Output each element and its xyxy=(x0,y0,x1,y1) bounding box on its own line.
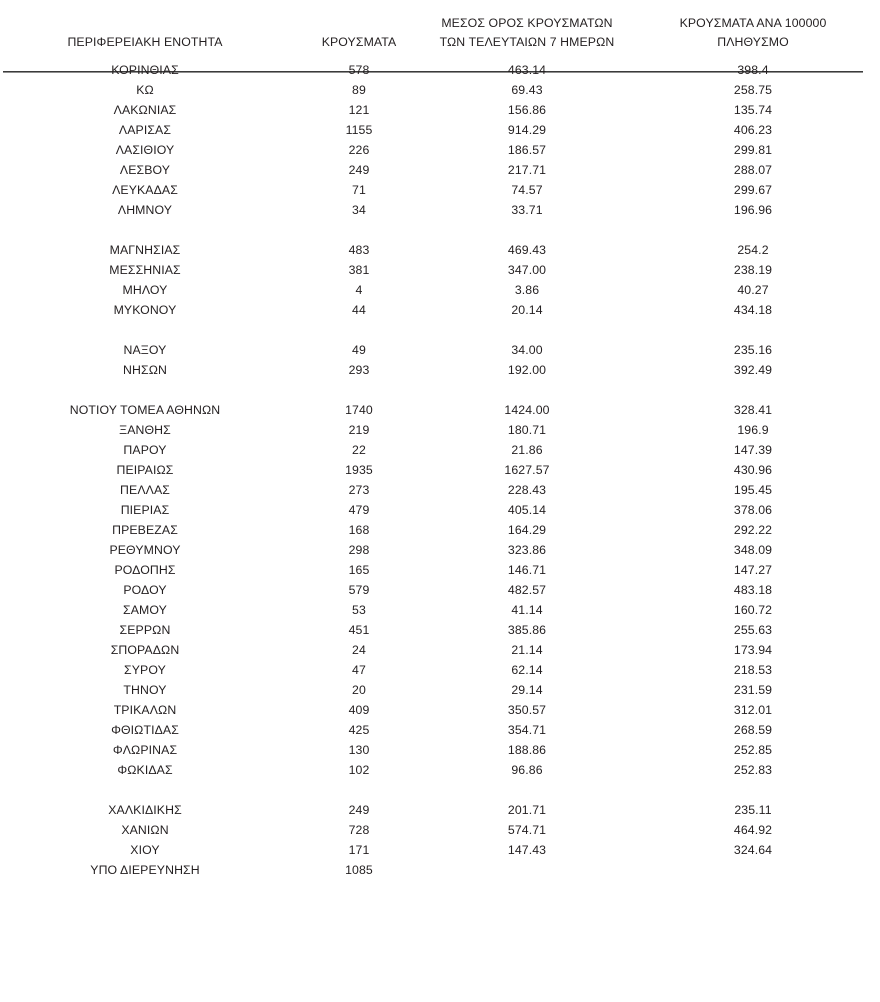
cell-region: ΚΟΡΙΝΘΙΑΣ xyxy=(111,63,179,77)
cell-cases: 273 xyxy=(348,483,370,497)
cell-per100k: 299.81 xyxy=(733,143,773,157)
table-row xyxy=(0,480,880,500)
cell-avg7: 147.43 xyxy=(507,843,547,857)
cell-per100k: 235.16 xyxy=(733,343,773,357)
column-header-cases xyxy=(290,0,428,55)
cell-region: ΛΑΚΩΝΙΑΣ xyxy=(113,103,177,117)
column-header-per100k xyxy=(626,0,880,55)
cell-per100k: 196.96 xyxy=(733,203,773,217)
cell-cases: 4 xyxy=(355,283,363,297)
table-head xyxy=(0,0,880,55)
cell-avg7: 1627.57 xyxy=(504,463,550,477)
cell-region: ΦΩΚΙΔΑΣ xyxy=(117,763,173,777)
cell-cases: 249 xyxy=(348,163,370,177)
cell-cases: 381 xyxy=(348,263,370,277)
cell-per100k: 218.53 xyxy=(733,663,773,677)
cell-cases: 219 xyxy=(348,423,370,437)
cell-cases: 34 xyxy=(352,203,366,217)
cell-region: ΠΡΕΒΕΖΑΣ xyxy=(112,523,178,537)
cell-avg7: 323.86 xyxy=(507,543,547,557)
cell-region: ΚΩ xyxy=(136,83,154,97)
table-spacer-cell xyxy=(0,220,880,240)
cell-per100k: 255.63 xyxy=(733,623,773,637)
cell-region: ΝΟΤΙΟΥ ΤΟΜΕΑ ΑΘΗΝΩΝ xyxy=(69,403,221,417)
table-row xyxy=(0,80,880,100)
cell-region: ΜΕΣΣΗΝΙΑΣ xyxy=(109,263,181,277)
cell-region: ΠΕΙΡΑΙΩΣ xyxy=(116,463,174,477)
cell-region: ΧΑΝΙΩΝ xyxy=(121,823,169,837)
cell-cases: 578 xyxy=(348,63,370,77)
cell-region: ΜΥΚΟΝΟΥ xyxy=(113,303,177,317)
cell-avg7: 33.71 xyxy=(511,203,543,217)
cell-cases: 171 xyxy=(348,843,370,857)
cell-per100k: 398.4 xyxy=(737,63,769,77)
table-row xyxy=(0,620,880,640)
cell-avg7: 192.00 xyxy=(507,363,547,377)
cell-region: ΞΑΝΘΗΣ xyxy=(119,423,171,437)
cell-per100k: 299.67 xyxy=(733,183,773,197)
cell-avg7: 188.86 xyxy=(507,743,547,757)
cell-cases: 1740 xyxy=(345,403,373,417)
cell-avg7: 482.57 xyxy=(507,583,547,597)
cell-per100k: 238.19 xyxy=(733,263,773,277)
cell-cases: 49 xyxy=(352,343,366,357)
cell-avg7: 228.43 xyxy=(507,483,547,497)
cell-avg7: 201.71 xyxy=(507,803,547,817)
table-row xyxy=(0,420,880,440)
column-header-avg7-line2: ΤΩΝ ΤΕΛΕΥΤΑΙΩΝ 7 ΗΜΕΡΩΝ xyxy=(439,35,615,49)
cell-cases: 579 xyxy=(348,583,370,597)
cell-avg7: 469.43 xyxy=(507,243,547,257)
cell-region: ΧΙΟΥ xyxy=(130,843,160,857)
cell-per100k: 254.2 xyxy=(737,243,769,257)
table-row xyxy=(0,540,880,560)
cell-avg7: 347.00 xyxy=(507,263,547,277)
cell-cases: 102 xyxy=(348,763,370,777)
table-row xyxy=(0,180,880,200)
cell-avg7: 34.00 xyxy=(511,343,543,357)
cell-per100k: 288.07 xyxy=(733,163,773,177)
table-row xyxy=(0,440,880,460)
table-row xyxy=(0,360,880,380)
cell-cases: 89 xyxy=(352,83,366,97)
cell-per100k: 195.45 xyxy=(733,483,773,497)
column-header-avg7 xyxy=(428,0,626,55)
cell-per100k: 196.9 xyxy=(737,423,769,437)
table-row xyxy=(0,660,880,680)
table-row xyxy=(0,680,880,700)
cell-cases: 249 xyxy=(348,803,370,817)
cell-avg7: 217.71 xyxy=(507,163,547,177)
column-header-per100k-line2: ΠΛΗΘΥΣΜΟ xyxy=(717,35,789,49)
cell-cases: 1935 xyxy=(345,463,373,477)
table-spacer-row xyxy=(0,220,880,240)
table-row xyxy=(0,500,880,520)
cell-cases: 425 xyxy=(348,723,370,737)
cell-avg7: 354.71 xyxy=(507,723,547,737)
column-header-per100k-line1: ΚΡΟΥΣΜΑΤΑ ΑΝΑ 100000 xyxy=(679,16,827,30)
cell-region: ΠΙΕΡΙΑΣ xyxy=(120,503,170,517)
cell-avg7: 20.14 xyxy=(511,303,543,317)
cell-region: ΡΕΘΥΜΝΟΥ xyxy=(109,543,181,557)
table-row xyxy=(0,260,880,280)
table-row xyxy=(0,580,880,600)
cell-per100k: 328.41 xyxy=(733,403,773,417)
cell-avg7: 574.71 xyxy=(507,823,547,837)
cell-cases: 44 xyxy=(352,303,366,317)
table-row xyxy=(0,720,880,740)
table-spacer-row xyxy=(0,380,880,400)
table-row xyxy=(0,200,880,220)
cell-region: ΥΠΟ ΔΙΕΡΕΥΝΗΣΗ xyxy=(90,863,200,877)
table-row xyxy=(0,800,880,820)
table-row xyxy=(0,340,880,360)
cell-region: ΜΑΓΝΗΣΙΑΣ xyxy=(109,243,181,257)
cell-cases: 409 xyxy=(348,703,370,717)
cell-avg7: 74.57 xyxy=(511,183,543,197)
column-header-avg7-line1: ΜΕΣΟΣ ΟΡΟΣ ΚΡΟΥΣΜΑΤΩΝ xyxy=(441,16,613,30)
cell-avg7: 3.86 xyxy=(514,283,540,297)
cell-per100k: 292.22 xyxy=(733,523,773,537)
cell-avg7: 69.43 xyxy=(511,83,543,97)
cell-cases: 483 xyxy=(348,243,370,257)
cell-avg7: 405.14 xyxy=(507,503,547,517)
cell-avg7: 164.29 xyxy=(507,523,547,537)
cell-cases: 71 xyxy=(352,183,366,197)
cell-avg7: 180.71 xyxy=(507,423,547,437)
cell-cases: 1085 xyxy=(345,863,373,877)
table-row xyxy=(0,840,880,860)
table-row xyxy=(0,120,880,140)
cell-avg7: 41.14 xyxy=(511,603,543,617)
cell-per100k: 464.92 xyxy=(733,823,773,837)
cell-region: ΝΗΣΩΝ xyxy=(123,363,167,377)
cell-per100k: 348.09 xyxy=(733,543,773,557)
cell-cases: 728 xyxy=(348,823,370,837)
table-row xyxy=(0,160,880,180)
cell-region: ΦΛΩΡΙΝΑΣ xyxy=(112,743,178,757)
cell-per100k: 160.72 xyxy=(733,603,773,617)
cell-avg7: 146.71 xyxy=(507,563,547,577)
cell-cases: 298 xyxy=(348,543,370,557)
cell-cases: 168 xyxy=(348,523,370,537)
cell-region: ΣΠΟΡΑΔΩΝ xyxy=(110,643,180,657)
cell-cases: 53 xyxy=(352,603,366,617)
cell-per100k: 430.96 xyxy=(733,463,773,477)
cell-region: ΛΑΡΙΣΑΣ xyxy=(118,123,172,137)
cell-region: ΣΕΡΡΩΝ xyxy=(119,623,171,637)
cell-per100k: 258.75 xyxy=(733,83,773,97)
table-spacer-row xyxy=(0,320,880,340)
table-row xyxy=(0,700,880,720)
cell-avg7: 914.29 xyxy=(507,123,547,137)
cell-avg7: 62.14 xyxy=(511,663,543,677)
table-row xyxy=(0,280,880,300)
cell-cases: 47 xyxy=(352,663,366,677)
cell-region: ΛΕΣΒΟΥ xyxy=(119,163,171,177)
cell-per100k: 378.06 xyxy=(733,503,773,517)
cell-cases: 451 xyxy=(348,623,370,637)
cell-per100k: 483.18 xyxy=(733,583,773,597)
cell-per100k: 252.85 xyxy=(733,743,773,757)
cell-per100k xyxy=(626,860,880,880)
table-row xyxy=(0,300,880,320)
table-row xyxy=(0,860,880,880)
cell-per100k: 392.49 xyxy=(733,363,773,377)
table-row xyxy=(0,640,880,660)
cell-avg7 xyxy=(428,860,626,880)
cell-avg7: 186.57 xyxy=(507,143,547,157)
cell-per100k: 235.11 xyxy=(734,803,772,817)
cell-region: ΡΟΔΟΥ xyxy=(123,583,167,597)
table-spacer-cell xyxy=(0,380,880,400)
cell-per100k: 268.59 xyxy=(733,723,773,737)
cell-per100k: 231.59 xyxy=(733,683,773,697)
cell-region: ΤΗΝΟΥ xyxy=(123,683,167,697)
table-row xyxy=(0,760,880,780)
cell-per100k: 324.64 xyxy=(733,843,773,857)
table-row xyxy=(0,560,880,580)
table-row xyxy=(0,520,880,540)
table-row xyxy=(0,100,880,120)
table-header-row xyxy=(0,0,880,55)
table-row xyxy=(0,140,880,160)
cell-cases: 24 xyxy=(352,643,366,657)
cell-per100k: 434.18 xyxy=(733,303,773,317)
cell-region: ΦΘΙΩΤΙΔΑΣ xyxy=(111,723,179,737)
cell-per100k: 40.27 xyxy=(737,283,769,297)
cell-region: ΛΗΜΝΟΥ xyxy=(117,203,173,217)
cell-per100k: 147.27 xyxy=(733,563,773,577)
cell-avg7: 96.86 xyxy=(511,763,543,777)
cell-cases: 165 xyxy=(348,563,370,577)
cell-region: ΠΑΡΟΥ xyxy=(123,443,167,457)
table-spacer-row xyxy=(0,780,880,800)
column-header-region xyxy=(0,0,290,55)
cell-avg7: 29.14 xyxy=(511,683,543,697)
table-body xyxy=(0,55,880,880)
cell-region: ΡΟΔΟΠΗΣ xyxy=(114,563,176,577)
cell-per100k: 147.39 xyxy=(733,443,773,457)
cell-region: ΧΑΛΚΙΔΙΚΗΣ xyxy=(108,803,182,817)
cell-cases: 226 xyxy=(348,143,370,157)
cell-cases: 130 xyxy=(348,743,370,757)
cell-region: ΠΕΛΛΑΣ xyxy=(120,483,170,497)
cell-region: ΝΑΞΟΥ xyxy=(123,343,167,357)
table-row xyxy=(0,600,880,620)
cell-per100k: 312.01 xyxy=(733,703,773,717)
column-header-region-line2: ΠΕΡΙΦΕΡΕΙΑΚΗ ΕΝΟΤΗΤΑ xyxy=(67,35,223,49)
cell-avg7: 156.86 xyxy=(507,103,547,117)
table-spacer-cell xyxy=(0,320,880,340)
cell-cases: 121 xyxy=(348,103,370,117)
cell-cases: 22 xyxy=(352,443,366,457)
cell-region: ΛΕΥΚΑΔΑΣ xyxy=(112,183,178,197)
cell-region: ΣΥΡΟΥ xyxy=(124,663,166,677)
cell-region: ΤΡΙΚΑΛΩΝ xyxy=(113,703,177,717)
table-row xyxy=(0,55,880,80)
table-row xyxy=(0,400,880,420)
cell-avg7: 463.14 xyxy=(507,63,547,77)
column-header-cases-line2: ΚΡΟΥΣΜΑΤΑ xyxy=(321,35,397,49)
cell-avg7: 21.86 xyxy=(511,443,543,457)
cell-cases: 479 xyxy=(348,503,370,517)
cell-region: ΣΑΜΟΥ xyxy=(123,603,167,617)
table-spacer-cell xyxy=(0,780,880,800)
cell-cases: 293 xyxy=(348,363,370,377)
cell-avg7: 385.86 xyxy=(507,623,547,637)
cell-region: ΜΗΛΟΥ xyxy=(122,283,168,297)
table-row xyxy=(0,740,880,760)
cell-avg7: 1424.00 xyxy=(504,403,550,417)
cell-cases: 20 xyxy=(352,683,366,697)
cell-region: ΛΑΣΙΘΙΟΥ xyxy=(115,143,175,157)
cell-per100k: 173.94 xyxy=(733,643,773,657)
cell-per100k: 135.74 xyxy=(733,103,773,117)
cell-avg7: 21.14 xyxy=(511,643,543,657)
table-row xyxy=(0,820,880,840)
cell-per100k: 252.83 xyxy=(733,763,773,777)
table-row xyxy=(0,240,880,260)
table-row xyxy=(0,460,880,480)
cell-cases: 1155 xyxy=(345,123,373,137)
cell-per100k: 406.23 xyxy=(733,123,773,137)
cell-avg7: 350.57 xyxy=(507,703,547,717)
